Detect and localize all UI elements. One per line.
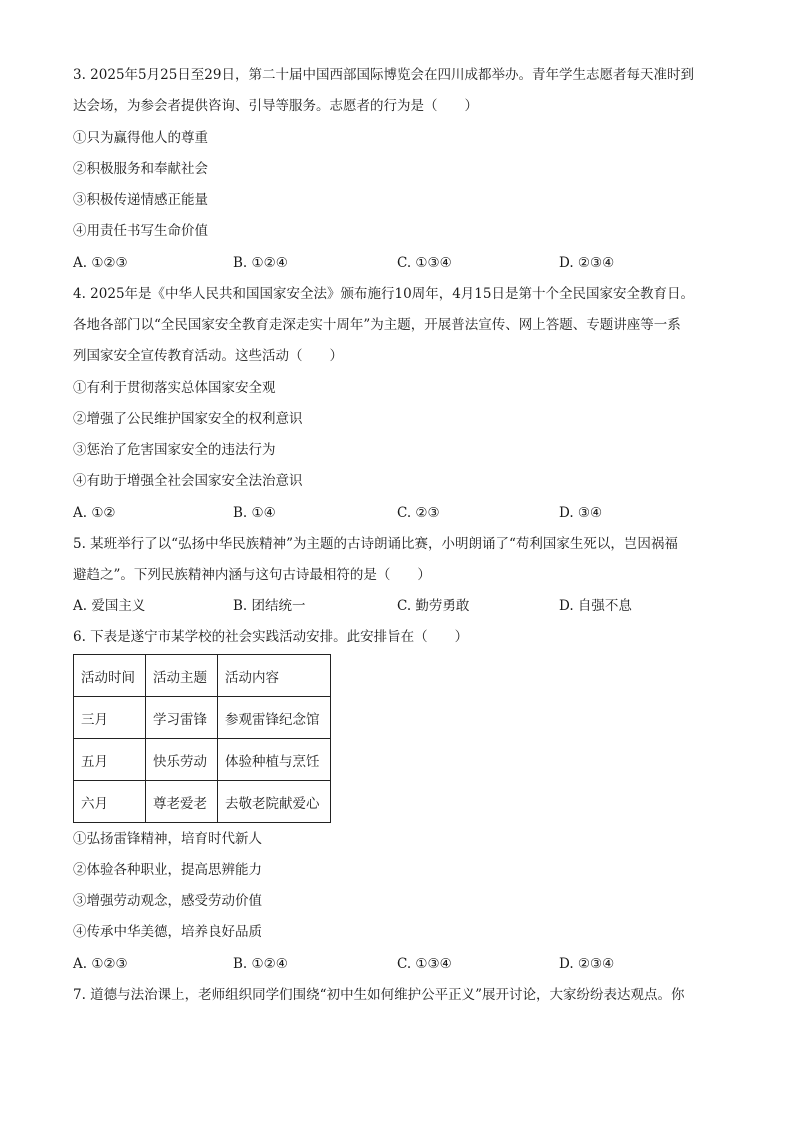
q3-option-b[interactable]: B. ①②④ xyxy=(233,255,288,271)
q4-options xyxy=(73,504,723,522)
table-cell: 六月 xyxy=(74,781,146,823)
q4-stem-line1: 4. 2025年是《中华人民共和国国家安全法》颁布施行10周年，4月15日是第十个全民国家安全教育日。 xyxy=(73,286,694,302)
table-header-row xyxy=(74,655,331,697)
table-row xyxy=(74,781,331,823)
q4-item-3: ③惩治了危害国家安全的违法行为 xyxy=(73,442,276,458)
q4-item-2: ②增强了公民维护国家安全的权利意识 xyxy=(73,411,303,427)
q3-item-3: ③积极传递情感正能量 xyxy=(73,192,208,208)
q5-option-c[interactable]: C. 勤劳勇敢 xyxy=(397,598,470,614)
q4-option-b[interactable]: B. ①④ xyxy=(233,505,276,521)
q6-item-3: ③增强劳动观念，感受劳动价值 xyxy=(73,893,262,909)
table-cell: 五月 xyxy=(74,739,146,781)
table-row xyxy=(74,697,331,739)
q5-option-b[interactable]: B. 团结统一 xyxy=(233,598,306,614)
q6-item-4: ④传承中华美德，培养良好品质 xyxy=(73,924,262,940)
q5-option-a[interactable]: A. 爱国主义 xyxy=(73,598,146,614)
q6-option-b[interactable]: B. ①②④ xyxy=(233,956,288,972)
q3-item-2: ②积极服务和奉献社会 xyxy=(73,161,208,177)
q4-item-4: ④有助于增强全社会国家安全法治意识 xyxy=(73,473,303,489)
table-cell: 参观雷锋纪念馆 xyxy=(218,697,331,739)
q3-item-4: ④用责任书写生命价值 xyxy=(73,223,208,239)
q6-item-1: ①弘扬雷锋精神，培育时代新人 xyxy=(73,831,262,847)
q5-stem-line1: 5. 某班举行了以“弘扬中华民族精神”为主题的古诗朗诵比赛，小明朗诵了“苟利国家生死以，岂因祸福 xyxy=(73,536,678,552)
q6-item-2: ②体验各种职业，提高思辨能力 xyxy=(73,862,262,878)
table-header-cell: 活动时间 xyxy=(74,655,146,697)
q4-item-1: ①有利于贯彻落实总体国家安全观 xyxy=(73,380,276,396)
table-cell: 快乐劳动 xyxy=(146,739,218,781)
q3-item-1: ①只为赢得他人的尊重 xyxy=(73,130,208,146)
table-cell: 体验种植与烹饪 xyxy=(218,739,331,781)
q6-stem-line1: 6. 下表是遂宁市某学校的社会实践活动安排。此安排旨在（ ） xyxy=(73,629,469,645)
q3-option-d[interactable]: D. ②③④ xyxy=(559,255,615,271)
q3-options xyxy=(73,254,723,272)
q3-stem-line2: 达会场，为参会者提供咨询、引导等服务。志愿者的行为是（ ） xyxy=(73,98,478,114)
q6-options xyxy=(73,955,723,973)
q4-stem-line3: 列国家安全宣传教育活动。这些活动（ ） xyxy=(73,348,343,364)
q4-stem-line2: 各地各部门以“全民国家安全教育走深走实十周年”为主题，开展普法宣传、网上答题、专题讲座等一系 xyxy=(73,317,681,333)
q4-option-d[interactable]: D. ③④ xyxy=(559,505,603,521)
q3-stem-line1: 3. 2025年5月25日至29日，第二十届中国西部国际博览会在四川成都举办。青年学生志愿者每天准时到 xyxy=(73,67,694,83)
table-cell: 学习雷锋 xyxy=(146,697,218,739)
q5-option-d[interactable]: D. 自强不息 xyxy=(559,598,632,614)
activity-schedule-table xyxy=(73,654,331,823)
q5-stem-line2: 避趋之”。下列民族精神内涵与这句古诗最相符的是（ ） xyxy=(73,567,431,583)
q4-option-c[interactable]: C. ②③ xyxy=(397,505,440,521)
q7-stem-line1: 7. 道德与法治课上，老师组织同学们围绕“初中生如何维护公平正义”展开讨论，大家纷纷表达观点。你 xyxy=(73,987,685,1003)
table-cell: 去敬老院献爱心 xyxy=(218,781,331,823)
table-row xyxy=(74,739,331,781)
table-cell: 三月 xyxy=(74,697,146,739)
q6-option-a[interactable]: A. ①②③ xyxy=(73,956,128,972)
table-header-cell: 活动主题 xyxy=(146,655,218,697)
table-header-cell: 活动内容 xyxy=(218,655,331,697)
table-cell: 尊老爱老 xyxy=(146,781,218,823)
q5-options xyxy=(73,597,723,615)
q3-option-a[interactable]: A. ①②③ xyxy=(73,255,128,271)
q6-option-c[interactable]: C. ①③④ xyxy=(397,956,452,972)
q6-option-d[interactable]: D. ②③④ xyxy=(559,956,615,972)
q4-option-a[interactable]: A. ①② xyxy=(73,505,116,521)
q3-option-c[interactable]: C. ①③④ xyxy=(397,255,452,271)
